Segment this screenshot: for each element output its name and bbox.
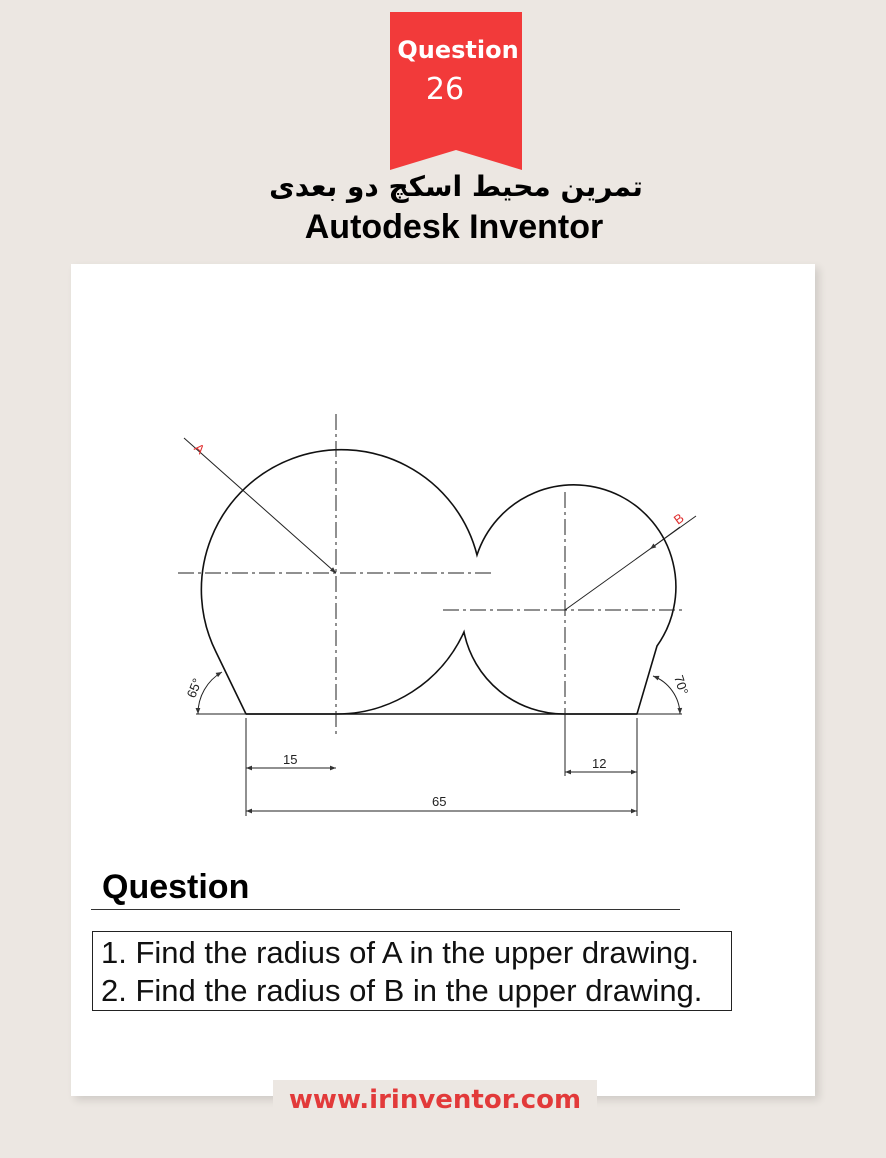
question-badge	[390, 12, 522, 174]
label-b: B	[670, 510, 687, 528]
question-item-2: 2. Find the radius of B in the upper drawing.	[101, 973, 703, 1008]
footer-url-box	[273, 1080, 597, 1120]
dim-15-label: 15	[283, 752, 298, 767]
footer-url[interactable]: www.irinventor.com	[288, 1085, 582, 1115]
angle-arc-left	[198, 672, 222, 714]
angle-left-label: 65°	[183, 676, 205, 701]
badge-number: 26	[425, 72, 465, 107]
radius-arrow-b	[650, 527, 680, 549]
bottom-cusp	[336, 632, 637, 714]
question-heading: Question	[102, 868, 250, 906]
question-divider	[91, 909, 680, 910]
label-a: A	[191, 440, 208, 458]
app-title: Autodesk Inventor	[304, 208, 604, 246]
badge-label: Question	[397, 36, 519, 64]
dim-65-label: 65	[432, 794, 447, 809]
dim-12-label: 12	[592, 756, 607, 771]
question-item-1: 1. Find the radius of A in the upper drawing.	[101, 935, 699, 970]
question-box	[92, 931, 732, 1011]
persian-title: تمرین محیط اسکچ دو بعدی	[269, 170, 643, 203]
angle-right-label: 70°	[671, 673, 692, 697]
